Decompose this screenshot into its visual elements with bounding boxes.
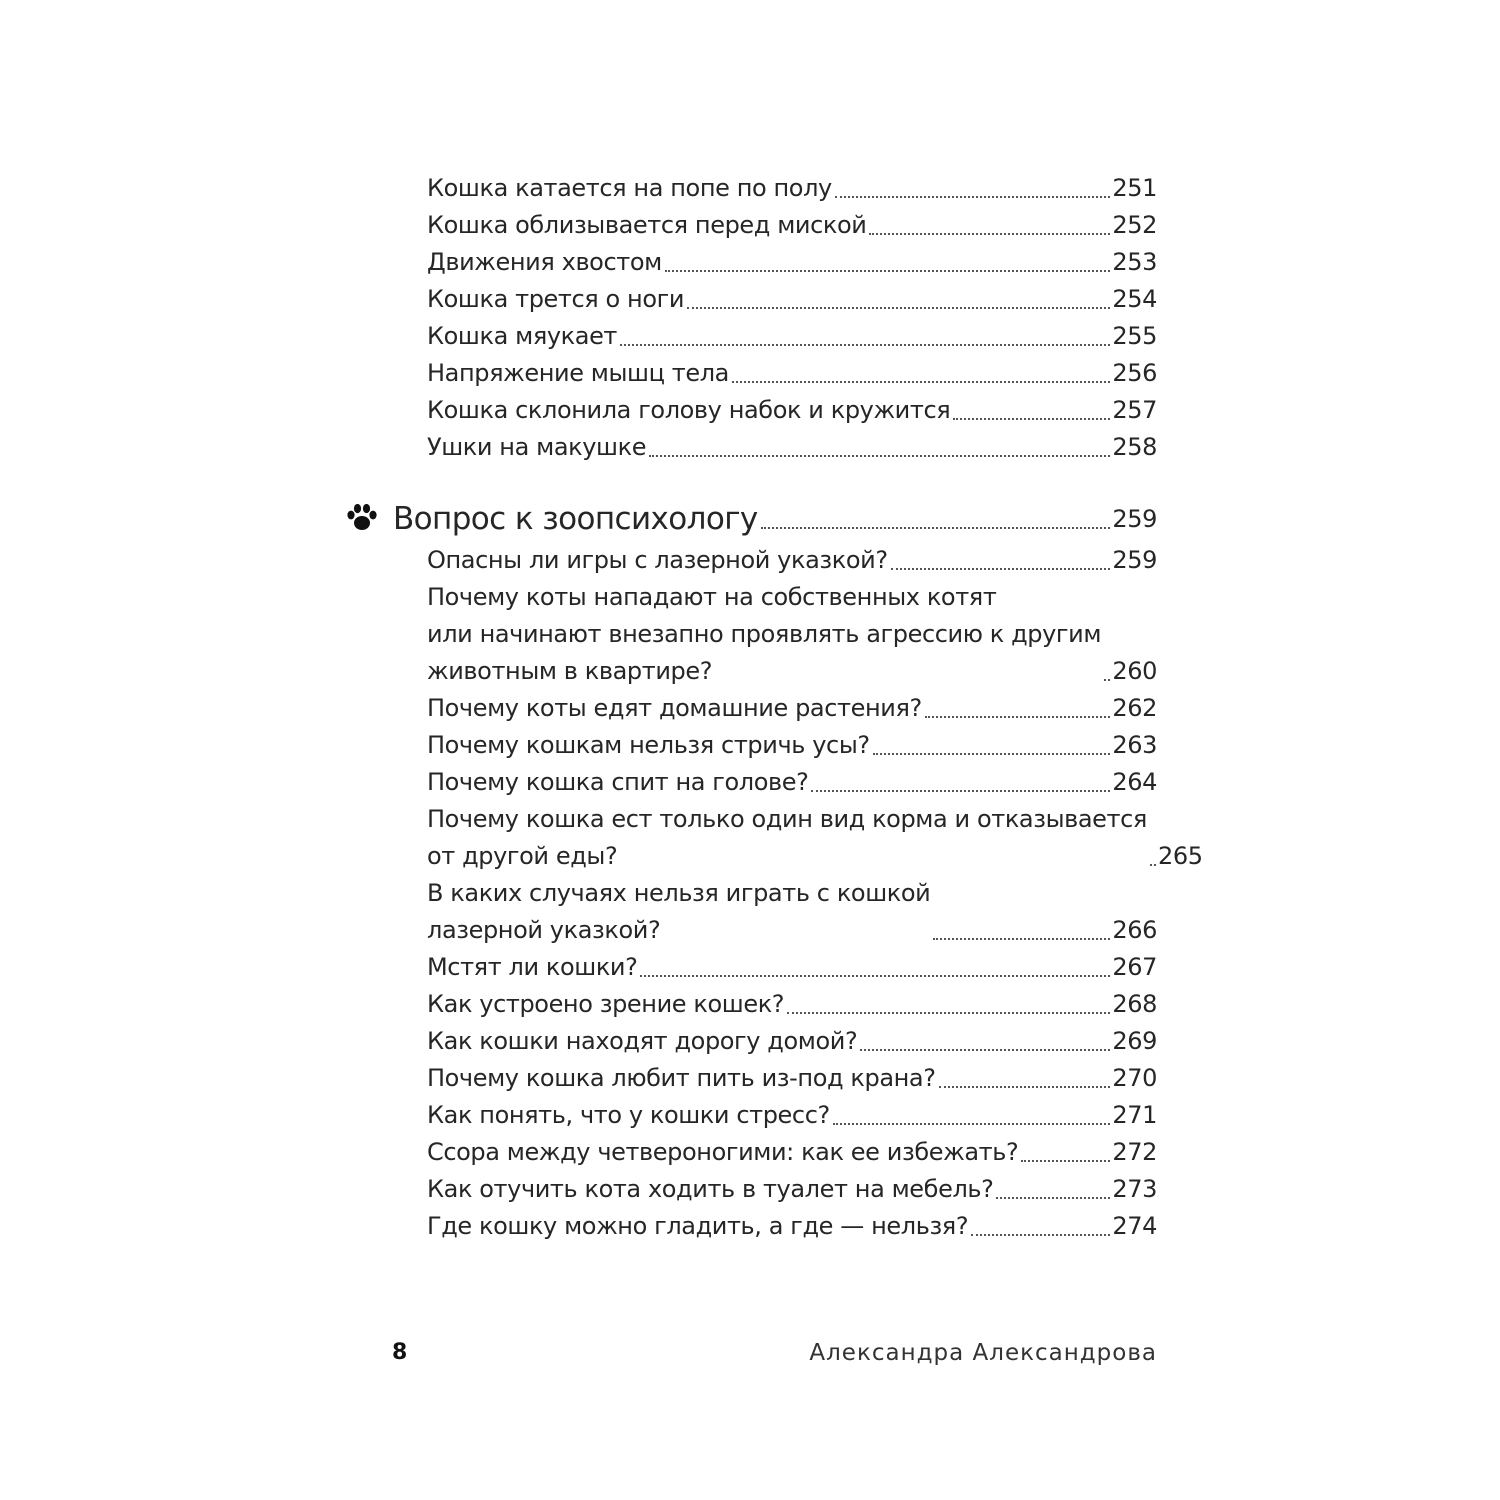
toc-list-bottom: [427, 542, 1203, 1245]
toc-entry-page: 269: [1112, 1027, 1157, 1055]
dot-leader: [996, 1197, 1110, 1199]
toc-entry-line: Почему кошка спит на голове?: [427, 768, 809, 796]
toc-entry-title: [427, 1134, 1018, 1171]
toc-entry-page: 256: [1112, 359, 1157, 387]
toc-entry-line: Почему кошкам нельзя стричь усы?: [427, 731, 870, 759]
toc-entry-title: [427, 1023, 857, 1060]
toc-entry-title: Движения хвостом: [427, 248, 662, 276]
toc-entry[interactable]: [427, 690, 1157, 727]
toc-entry-page: 264: [1112, 768, 1157, 796]
toc-entry-title: Ушки на макушке: [427, 433, 647, 461]
toc-entry-line: Ссора между четвероногими: как ее избежать?: [427, 1138, 1019, 1166]
section-heading[interactable]: [345, 497, 1157, 541]
toc-entry[interactable]: [427, 801, 1203, 875]
dot-leader: [1150, 864, 1156, 866]
toc-entry-title: [427, 801, 1147, 875]
toc-entry-page: 259: [1112, 546, 1157, 574]
dot-leader: [925, 716, 1111, 718]
toc-entry-page: 268: [1112, 990, 1157, 1018]
toc-entry-page: 255: [1112, 322, 1157, 350]
toc-entry-title: [427, 875, 930, 949]
footer-page-number: 8: [392, 1340, 408, 1365]
toc-entry-line: Как отучить кота ходить в туалет на мебель?: [427, 1175, 994, 1203]
dot-leader: [933, 938, 1110, 940]
toc-entry[interactable]: [427, 170, 1157, 207]
toc-entry-line: Опасны ли игры с лазерной указкой?: [427, 546, 888, 574]
toc-entry-title: [427, 1060, 936, 1097]
dot-leader: [732, 381, 1110, 383]
toc-entry[interactable]: [427, 318, 1157, 355]
toc-entry-title: [427, 542, 888, 579]
toc-entry-page: 274: [1112, 1212, 1157, 1240]
toc-entry-line: или начинают внезапно проявлять агрессию к другим: [427, 620, 1102, 648]
toc-entry-line: животным в квартире?: [427, 657, 713, 685]
toc-entry-page: 265: [1157, 842, 1203, 870]
dot-leader: [860, 1049, 1110, 1051]
toc-entry-page: 271: [1112, 1101, 1157, 1129]
toc-entry-title: Напряжение мышц тела: [427, 359, 729, 387]
toc-entry-page: 258: [1112, 433, 1157, 461]
dot-leader: [873, 753, 1111, 755]
dot-leader: [665, 270, 1111, 272]
toc-entry-title: [427, 690, 922, 727]
toc-entry[interactable]: [427, 1060, 1157, 1097]
dot-leader: [1104, 679, 1110, 681]
toc-entry[interactable]: [427, 1208, 1157, 1245]
toc-entry-title: Кошка катается на попе по полу: [427, 174, 832, 202]
toc-entry-title: [427, 986, 784, 1023]
toc-entry-page: 253: [1112, 248, 1157, 276]
toc-entry-title: [427, 1208, 968, 1245]
dot-leader: [1021, 1160, 1110, 1162]
dot-leader: [869, 233, 1110, 235]
toc-entry-line: Как кошки находят дорогу домой?: [427, 1027, 858, 1055]
dot-leader: [761, 527, 1111, 529]
toc-entry-line: Как устроено зрение кошек?: [427, 990, 785, 1018]
toc-entry[interactable]: [427, 764, 1157, 801]
dot-leader: [891, 568, 1111, 570]
footer-author: Александра Александрова: [809, 1340, 1157, 1366]
toc-entry-line: Почему коты нападают на собственных котят: [427, 583, 997, 611]
toc-entry-page: 257: [1112, 396, 1157, 424]
dot-leader: [649, 455, 1110, 457]
toc-entry-line: лазерной указкой?: [427, 916, 661, 944]
toc-entry-line: Как понять, что у кошки стресс?: [427, 1101, 830, 1129]
toc-entry[interactable]: [427, 392, 1157, 429]
paw-icon: [345, 501, 379, 535]
toc-entry-page: 254: [1112, 285, 1157, 313]
toc-entry-title: [427, 949, 637, 986]
toc-entry-title: Кошка трется о ноги: [427, 285, 685, 313]
toc-entry-page: 272: [1112, 1138, 1157, 1166]
toc-entry[interactable]: [427, 1171, 1157, 1208]
toc-entry-page: 266: [1112, 916, 1157, 944]
dot-leader: [953, 418, 1110, 420]
toc-entry[interactable]: [427, 875, 1157, 949]
toc-entry-page: 251: [1112, 174, 1157, 202]
toc-entry[interactable]: [427, 355, 1157, 392]
toc-entry-title: [427, 727, 870, 764]
toc-entry-title: [427, 764, 808, 801]
dot-leader: [939, 1086, 1111, 1088]
dot-leader: [811, 790, 1110, 792]
toc-entry[interactable]: [427, 429, 1157, 466]
dot-leader: [640, 975, 1110, 977]
toc-entry-title: [427, 1171, 993, 1208]
toc-entry-line: Почему кошка любит пить из-под крана?: [427, 1064, 936, 1092]
toc-entry-page: 263: [1112, 731, 1157, 759]
toc-entry-line: Мстят ли кошки?: [427, 953, 638, 981]
dot-leader: [687, 307, 1110, 309]
toc-entry-page: 252: [1112, 211, 1157, 239]
toc-entry[interactable]: [427, 986, 1157, 1023]
toc-entry-title: Кошка облизывается перед миской: [427, 211, 867, 239]
toc-entry-line: Где кошку можно гладить, а где — нельзя?: [427, 1212, 969, 1240]
dot-leader: [971, 1234, 1110, 1236]
toc-entry-page: 260: [1112, 657, 1157, 685]
toc-entry-title: Кошка мяукает: [427, 322, 618, 350]
toc-entry-line: от другой еды?: [427, 842, 618, 870]
toc-entry-page: 273: [1112, 1175, 1157, 1203]
toc-entry-line: В каких случаях нельзя играть с кошкой: [427, 879, 931, 907]
toc-entry[interactable]: [427, 579, 1157, 690]
toc-entry[interactable]: [427, 244, 1157, 281]
toc-entry[interactable]: [427, 727, 1157, 764]
toc-entry-title: [427, 579, 1101, 690]
toc-entry[interactable]: [427, 1023, 1157, 1060]
toc-entry[interactable]: [427, 281, 1157, 318]
dot-leader: [787, 1012, 1110, 1014]
section-title: Вопрос к зоопсихологу: [393, 501, 758, 537]
toc-entry-page: 267: [1112, 953, 1157, 981]
toc-entry[interactable]: [427, 1097, 1157, 1134]
toc-entry-line: Почему кошка ест только один вид корма и отказывается: [427, 805, 1147, 833]
section-page: 259: [1112, 505, 1157, 533]
toc-entry-page: 262: [1112, 694, 1157, 722]
toc-list-top: [427, 170, 1157, 466]
dot-leader: [833, 1123, 1111, 1125]
dot-leader: [835, 196, 1111, 198]
toc-entry[interactable]: [427, 207, 1157, 244]
toc-entry-line: Почему коты едят домашние растения?: [427, 694, 922, 722]
toc-entry[interactable]: [427, 949, 1157, 986]
dot-leader: [620, 344, 1110, 346]
toc-entry[interactable]: [427, 1134, 1157, 1171]
toc-entry[interactable]: [427, 542, 1157, 579]
toc-entry-title: Кошка склонила голову набок и кружится: [427, 396, 951, 424]
toc-entry-page: 270: [1112, 1064, 1157, 1092]
toc-entry-title: [427, 1097, 830, 1134]
